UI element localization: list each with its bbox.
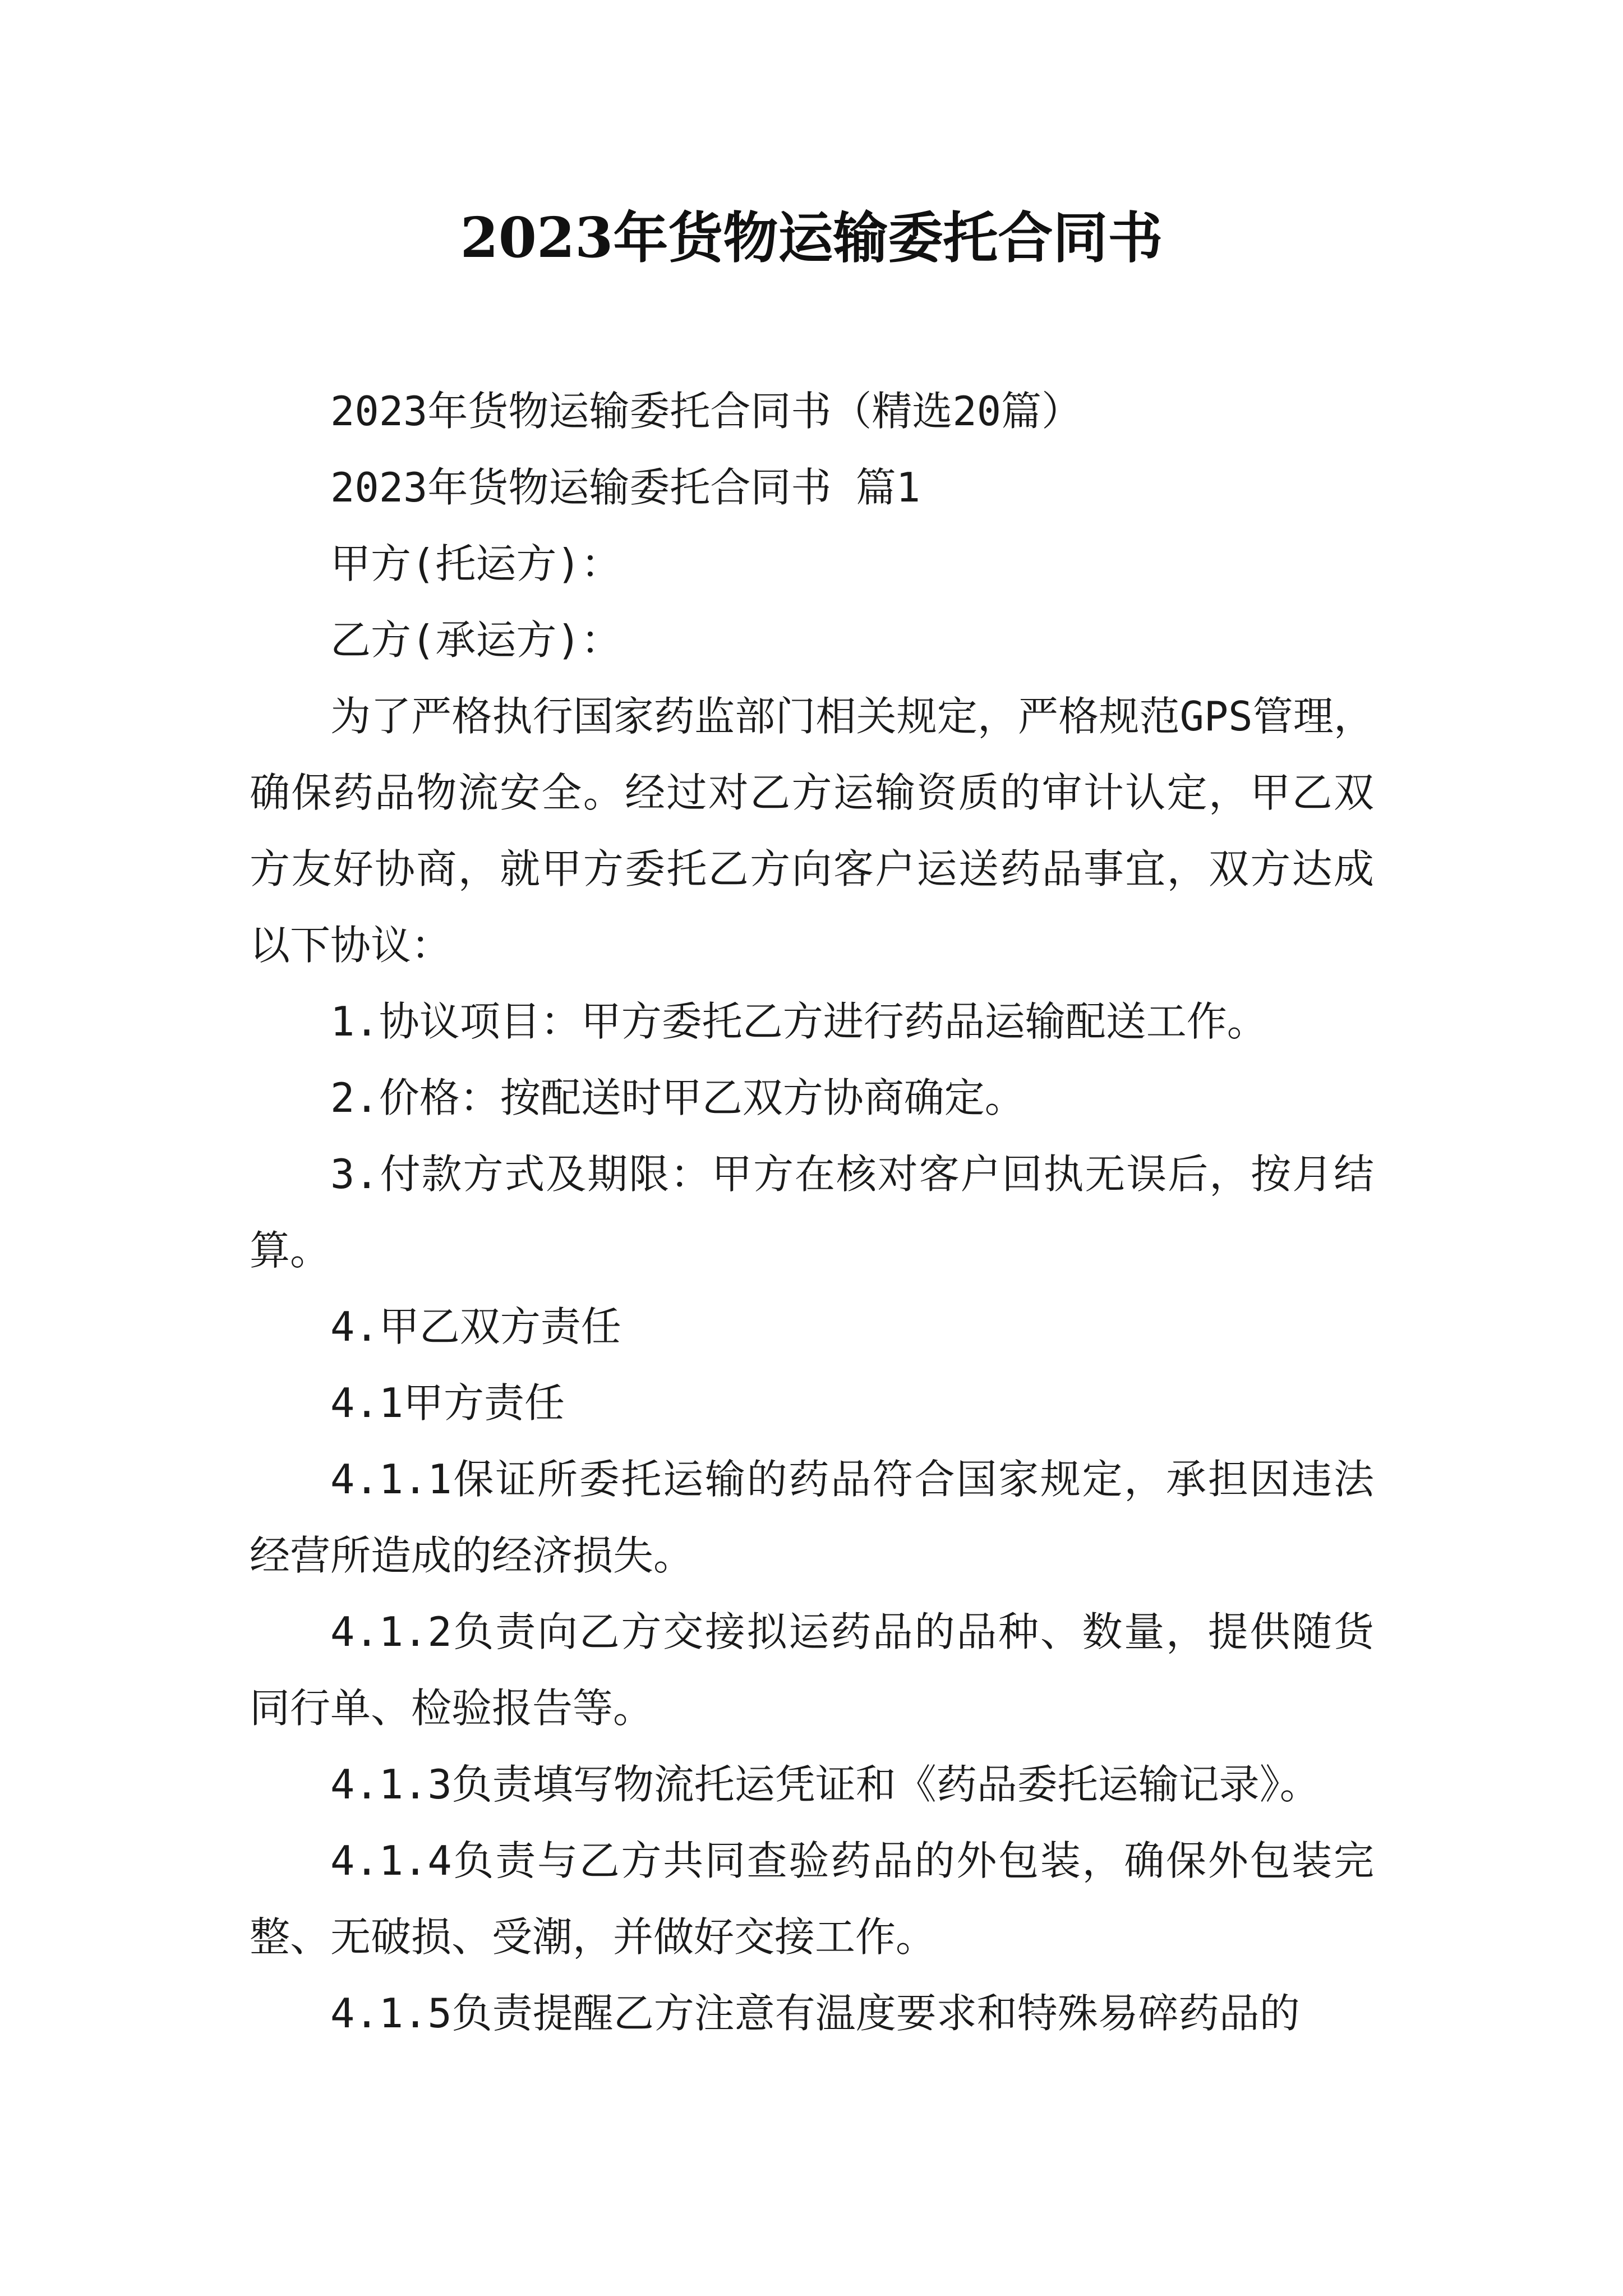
paragraph-clause-3: 3.付款方式及期限：甲方在核对客户回执无误后，按月结算。 xyxy=(250,1151,1374,1274)
paragraph-clause-4-1-2: 4.1.2负责向乙方交接拟运药品的品种、数量，提供随货同行单、检验报告等。 xyxy=(250,1608,1374,1732)
paragraph-subtitle-collection: 2023年货物运输委托合同书（精选20篇） xyxy=(330,388,1082,435)
paragraph-clause-4-1: 4.1甲方责任 xyxy=(330,1379,565,1427)
paragraph-party-b: 乙方(承运方)： xyxy=(330,616,621,664)
paragraph-preamble: 为了严格执行国家药监部门相关规定，严格规范GPS管理，确保药品物流安全。经过对乙方运输资质的审计认定，甲乙双方友好协商，就甲方委托乙方向客户运送药品事宜，双方达成以下协议： xyxy=(250,693,1374,969)
paragraph-clause-2: 2.价格：按配送时甲乙双方协商确定。 xyxy=(330,1074,1025,1121)
document-title: 2023年货物运输委托合同书 xyxy=(460,206,1163,270)
paragraph-section-heading: 2023年货物运输委托合同书 篇1 xyxy=(330,464,921,511)
paragraph-clause-4-1-4: 4.1.4负责与乙方共同查验药品的外包装，确保外包装完整、无破损、受潮，并做好交接工作。 xyxy=(250,1837,1374,1961)
paragraph-clause-4: 4.甲乙双方责任 xyxy=(330,1303,621,1350)
paragraph-clause-4-1-5: 4.1.5负责提醒乙方注意有温度要求和特殊易碎药品的 xyxy=(330,1990,1300,2037)
paragraph-party-a: 甲方(托运方)： xyxy=(330,540,621,587)
paragraph-clause-4-1-1: 4.1.1保证所委托运输的药品符合国家规定，承担因违法经营所造成的经济损失。 xyxy=(250,1456,1374,1579)
paragraph-clause-1: 1.协议项目：甲方委托乙方进行药品运输配送工作。 xyxy=(330,998,1267,1045)
paragraph-clause-4-1-3: 4.1.3负责填写物流托运凭证和《药品委托运输记录》。 xyxy=(330,1761,1320,1808)
document-body xyxy=(250,373,1374,2051)
